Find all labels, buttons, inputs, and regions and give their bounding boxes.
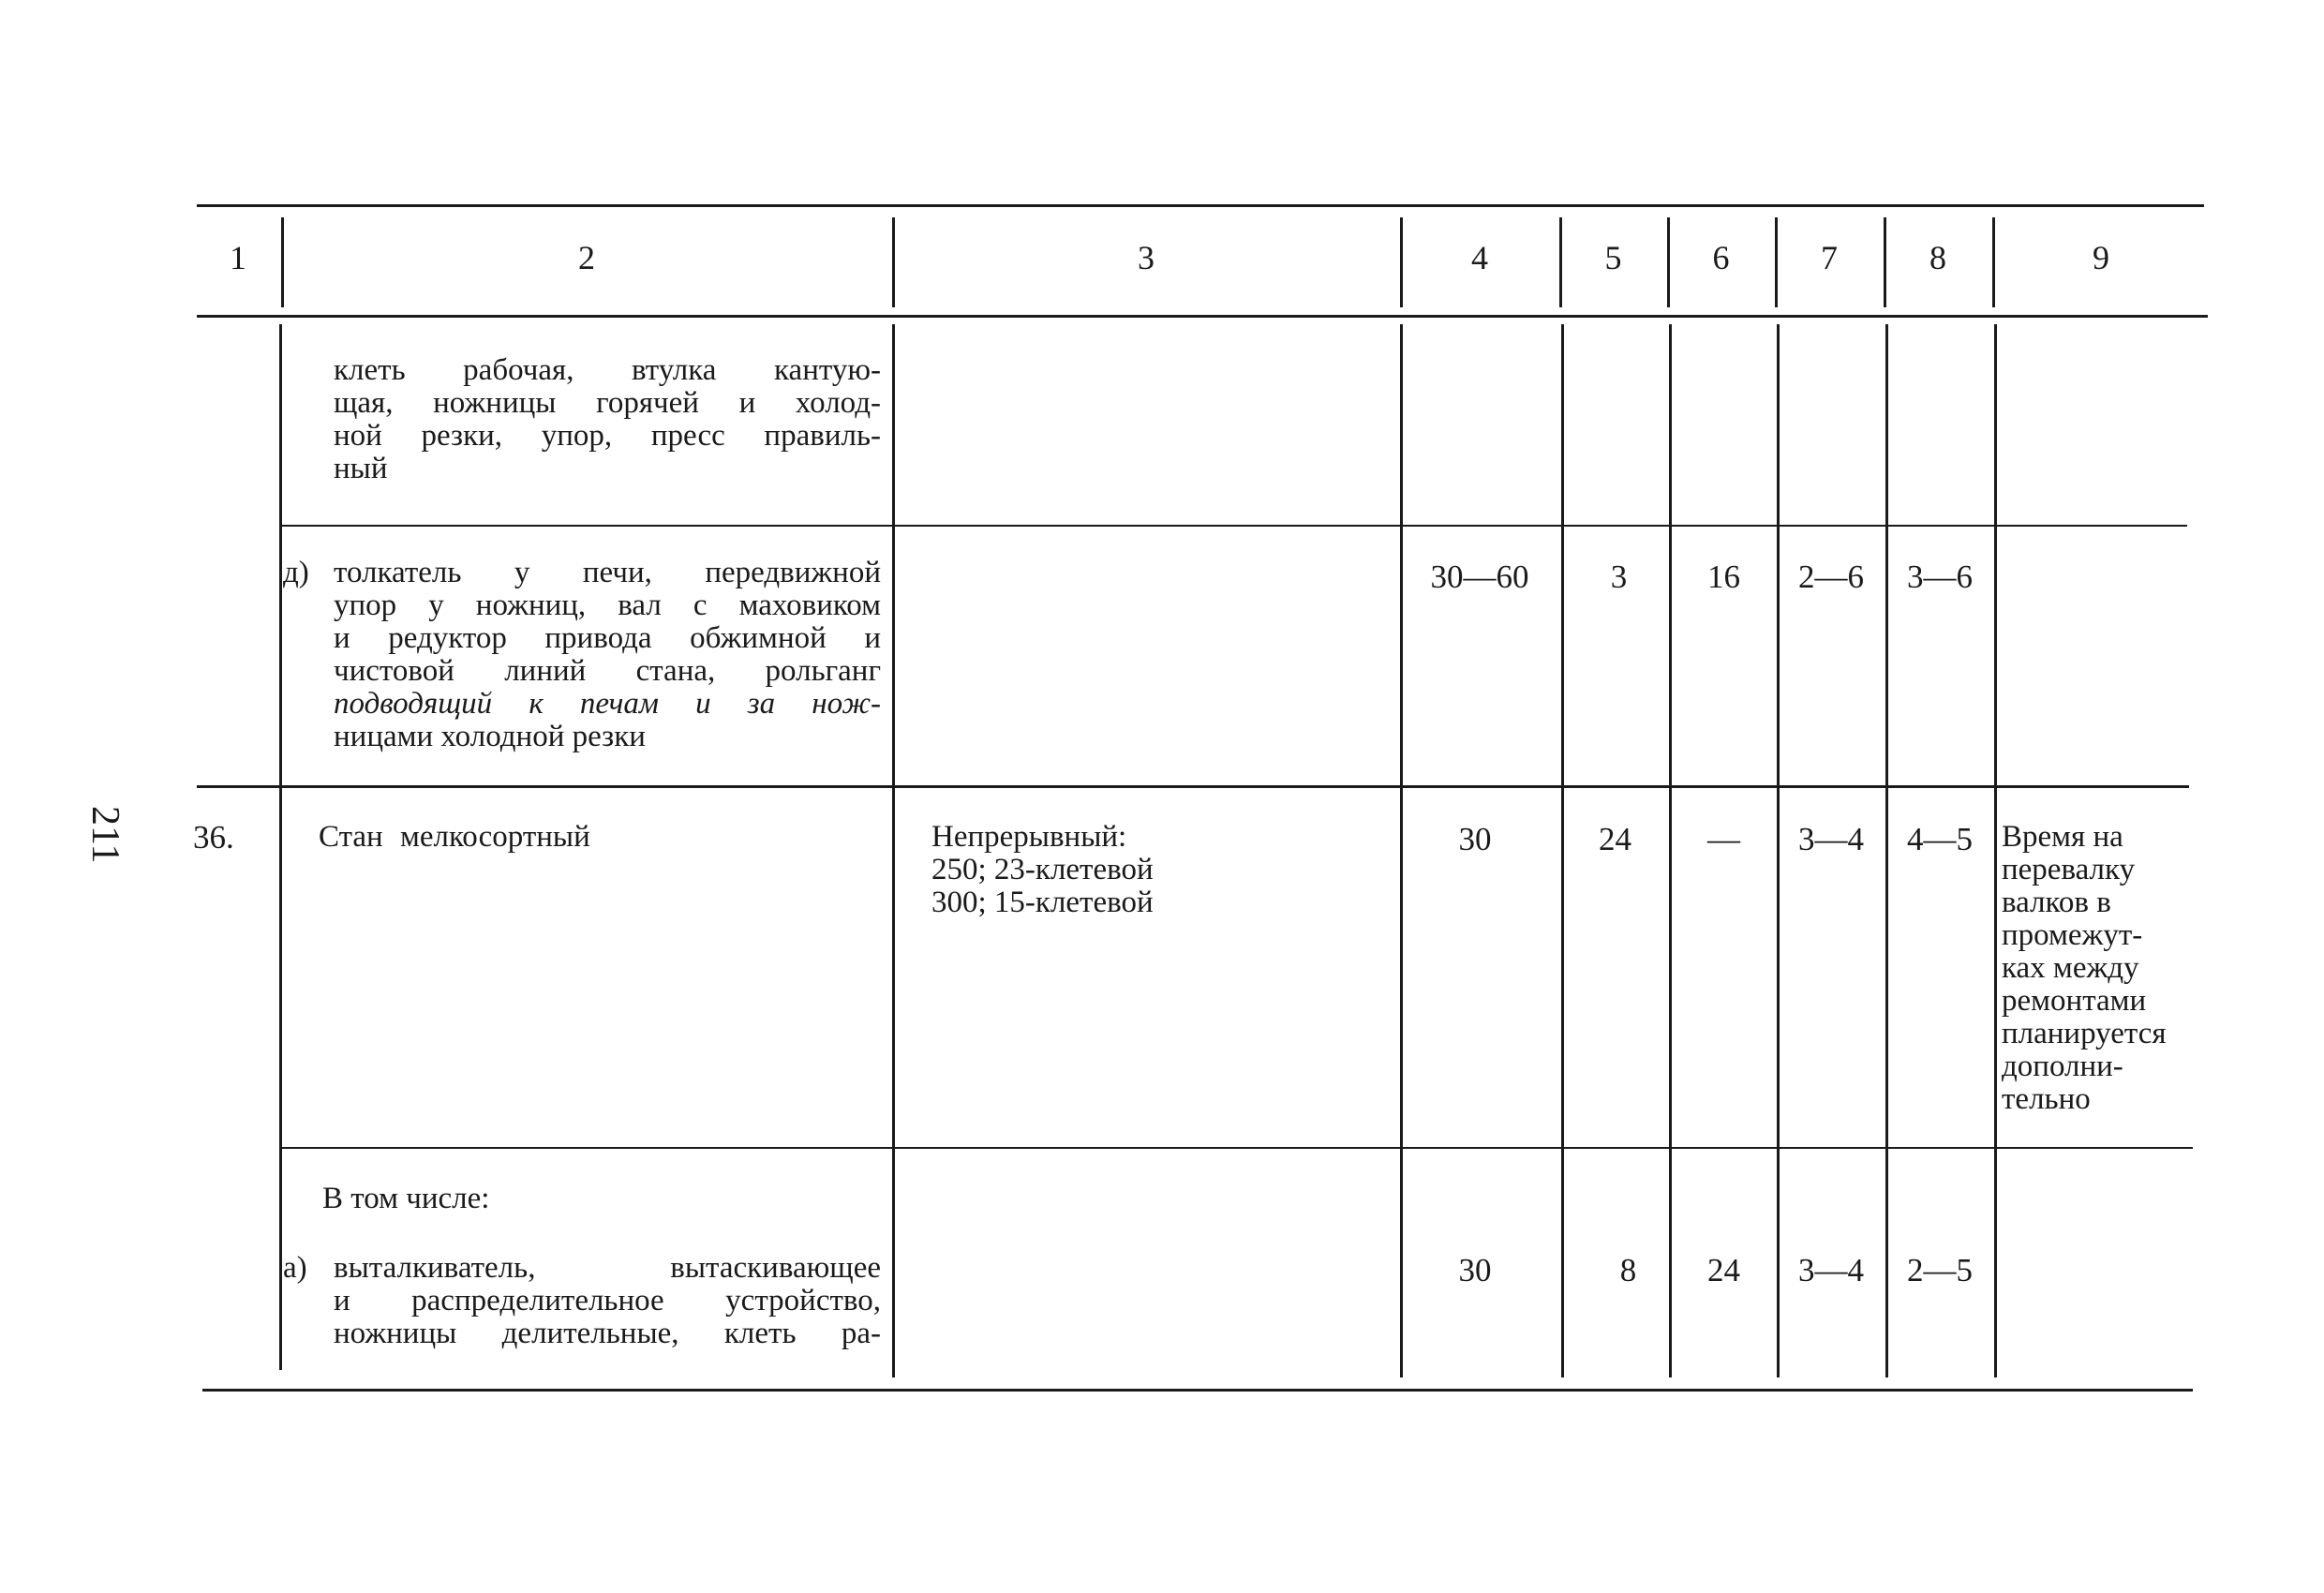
row-d-col-5: 3 <box>1610 558 1628 595</box>
text-line: тельно <box>2002 1082 2091 1116</box>
row-a-col-8: 2—5 <box>1907 1252 1973 1288</box>
row-a-text <box>334 1252 881 1350</box>
col-divider-2 <box>892 324 895 1377</box>
row-d-col-6: 16 <box>1707 558 1740 595</box>
header-col-5: 5 <box>1604 239 1622 276</box>
row-a-col-6: 24 <box>1707 1252 1740 1288</box>
table-top-rule <box>197 204 2204 207</box>
header-col-6: 6 <box>1712 239 1730 276</box>
text-line: Время на <box>2002 820 2123 854</box>
row-d-col-7: 2—6 <box>1798 558 1864 595</box>
text-line: толкатель у печи, передвижной <box>334 556 881 589</box>
text-line: и распределительное устройство, <box>334 1284 881 1318</box>
row-36-col-6: — <box>1707 821 1740 857</box>
row-36-col-7: 3—4 <box>1798 821 1864 857</box>
text-line: ножницы делительные, клеть ра- <box>334 1317 881 1350</box>
row-a-col-4: 30 <box>1458 1252 1492 1288</box>
page-number: 211 <box>83 806 127 864</box>
row-36-number: 36. <box>193 819 234 856</box>
row-continuation-rule <box>281 525 2187 527</box>
header-bottom-rule <box>197 315 2208 318</box>
col-divider-1 <box>279 324 282 1370</box>
row-d-text <box>334 557 881 753</box>
text-line: выталкиватель, вытаскивающее <box>334 1251 881 1285</box>
header-col-1: 1 <box>230 239 246 276</box>
row-d-col-4: 30—60 <box>1430 558 1529 595</box>
row-d-marker: д) <box>283 556 309 589</box>
text-line: клеть рабочая, втулка кантую- <box>334 353 881 387</box>
text-line: перевалку <box>2002 853 2136 886</box>
text-line: ный <box>334 452 388 485</box>
row-36-col-3 <box>931 821 1154 919</box>
row-a-marker: а) <box>283 1251 307 1285</box>
text-line: ках между <box>2002 951 2139 985</box>
text-line: упор у ножниц, вал с маховиком <box>334 588 881 622</box>
header-col-2: 2 <box>578 239 595 276</box>
row-36-col-8: 4—5 <box>1907 821 1973 857</box>
row-36-col-4: 30 <box>1458 821 1492 857</box>
col-divider-8 <box>1994 324 1997 1377</box>
text-line: чистовой линий стана, рольганг <box>334 654 881 688</box>
row-36-bottom-rule <box>281 1147 2193 1149</box>
text-line: валков в <box>2002 886 2111 919</box>
text-line: и редуктор привода обжимной и <box>334 621 881 655</box>
text-line: промежут- <box>2002 918 2143 952</box>
row-36-col-9 <box>2002 821 2208 1116</box>
row-36-name: Стан мелкосортный <box>319 820 590 854</box>
header-col-3: 3 <box>1138 239 1155 276</box>
text-line: 300; 15-клетевой <box>931 886 1154 919</box>
header-col-9: 9 <box>2093 239 2109 276</box>
text-line: 250; 23-клетевой <box>931 853 1154 886</box>
row-36-col-5: 24 <box>1599 821 1631 857</box>
header-col-8: 8 <box>1929 239 1946 276</box>
including-label: В том числе: <box>322 1182 490 1215</box>
row-d-bottom-rule <box>197 785 2189 788</box>
header-col-7: 7 <box>1821 239 1838 276</box>
row-a-col-7: 3—4 <box>1798 1252 1864 1288</box>
table-bottom-rule <box>202 1389 2193 1392</box>
text-line: Непрерывный: <box>931 820 1127 854</box>
row-d-col-8: 3—6 <box>1907 558 1973 595</box>
continuation-row-text <box>334 354 881 485</box>
text-line: планируется <box>2002 1017 2167 1050</box>
text-line: ной резки, упор, пресс правиль- <box>334 419 881 453</box>
text-line: щая, ножницы горячей и холод- <box>334 386 881 420</box>
text-line: ницами холодной резки <box>334 720 646 753</box>
row-a-col-5: 8 <box>1619 1252 1637 1288</box>
text-line: ремонтами <box>2002 984 2147 1018</box>
text-line: подводящий к печам и за нож- <box>334 687 881 721</box>
header-col-4: 4 <box>1471 239 1488 276</box>
text-line: дополни- <box>2002 1050 2123 1083</box>
